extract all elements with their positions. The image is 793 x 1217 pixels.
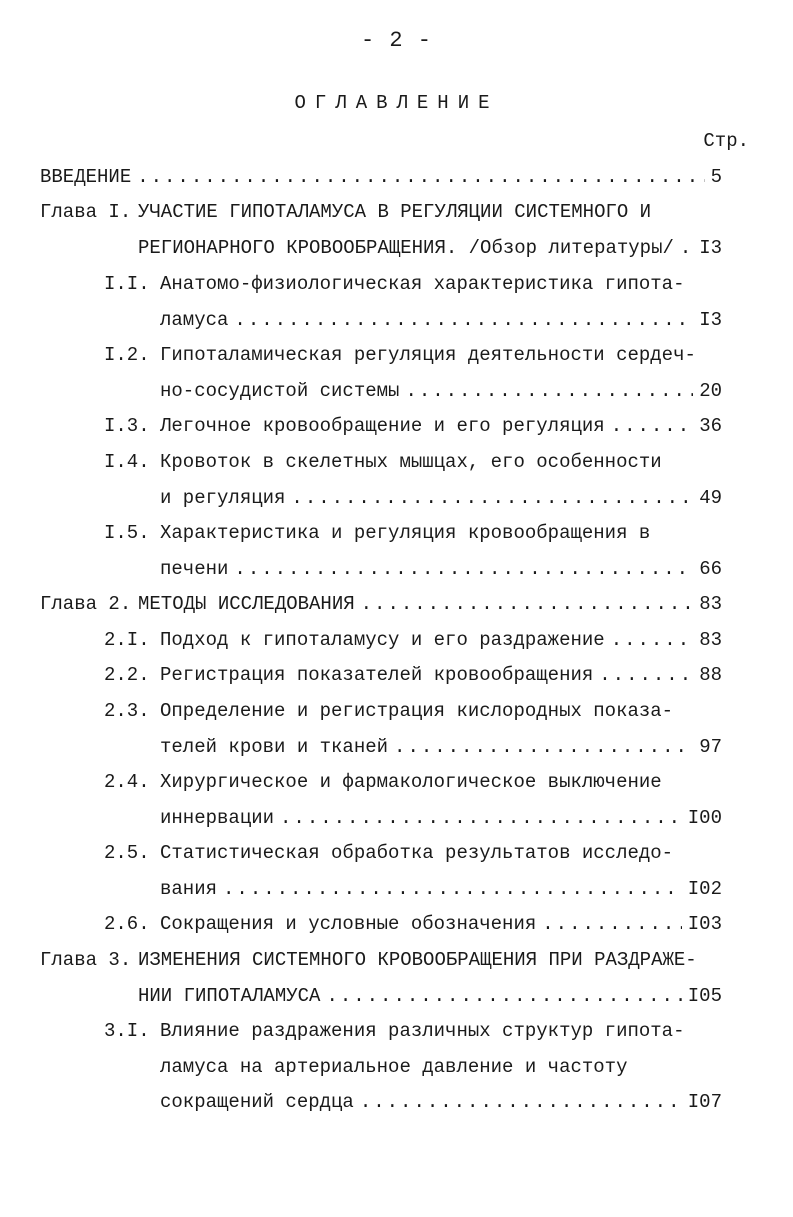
- document-title: ОГЛАВЛЕНИЕ: [294, 92, 499, 114]
- toc-entry-text: сокращений сердца: [160, 1091, 354, 1113]
- toc-entry-text: МЕТОДЫ ИССЛЕДОВАНИЯ: [138, 593, 355, 615]
- toc-entry-text: Характеристика и регуляция кровообращения в: [160, 522, 651, 544]
- toc-page-number: 83: [699, 629, 722, 651]
- toc-entry-text: Определение и регистрация кислородных показа-: [160, 700, 674, 722]
- leader-dots: [611, 629, 694, 651]
- toc-entry-number: I.2.: [104, 344, 150, 366]
- toc-entry-text: Кровоток в скелетных мышцах, его особенности: [160, 451, 662, 473]
- toc-entry-text: Подход к гипоталамусу и его раздражение: [160, 629, 605, 651]
- toc-entry-text: Влияние раздражения различных структур гипота-: [160, 1020, 685, 1042]
- toc-page-number: 5: [710, 166, 722, 188]
- leader-dots: [137, 166, 704, 188]
- toc-entry-text: Легочное кровообращение и его регуляция: [160, 415, 605, 437]
- toc-entry-text: телей крови и тканей: [160, 735, 389, 758]
- toc-entry-number: 2.5.: [104, 842, 150, 864]
- toc-entry-text: иннервации: [160, 806, 275, 829]
- toc-entry-text: Гипоталамическая регуляция деятельности сердеч-: [160, 344, 696, 366]
- toc-entry-text: ИЗМЕНЕНИЯ СИСТЕМНОГО КРОВООБРАЩЕНИЯ ПРИ РАЗДРАЖЕ-: [138, 949, 697, 971]
- toc-entry-number: 3.I.: [104, 1020, 150, 1042]
- toc-page-number: I03: [687, 913, 722, 935]
- toc-entry-number: 2.2.: [104, 664, 150, 686]
- toc-entry-number: 2.3.: [104, 700, 150, 722]
- toc-page-number: I02: [687, 877, 722, 900]
- leader-dots: [394, 736, 693, 758]
- toc-page-number: I05: [687, 984, 722, 1007]
- toc-entry-number: I.4.: [104, 451, 150, 473]
- leader-dots: [223, 878, 682, 900]
- toc-entry-text: УЧАСТИЕ ГИПОТАЛАМУСА В РЕГУЛЯЦИИ СИСТЕМНОГО И: [138, 201, 652, 223]
- toc-entry-text: Анатомо-физиологическая характеристика гипота-: [160, 273, 685, 295]
- leader-dots: [291, 487, 693, 509]
- leader-dots: [280, 807, 682, 829]
- toc-entry-text: ламуса: [160, 308, 229, 331]
- leader-dots: [234, 558, 693, 580]
- toc-page-number: 66: [699, 557, 722, 580]
- toc-entry-number: Глава 2.: [40, 593, 132, 615]
- toc-page-number: I07: [687, 1091, 722, 1113]
- toc-entry-number: I.5.: [104, 522, 150, 544]
- toc-entry-text: Статистическая обработка результатов исследо-: [160, 842, 674, 864]
- toc-entry-number: I.I.: [104, 273, 150, 295]
- toc-page-number: 36: [699, 415, 722, 437]
- page-column-label: Стр.: [703, 130, 749, 152]
- page-number: - 2 -: [360, 28, 432, 53]
- toc-entry-text: Регистрация показателей кровообращения: [160, 664, 594, 686]
- toc-entry-text: НИИ ГИПОТАЛАМУСА: [138, 984, 321, 1007]
- toc-entry-text: вания: [160, 877, 218, 900]
- toc-page-number: I3: [699, 236, 722, 259]
- leader-dots: [326, 985, 681, 1007]
- toc-page-number: 49: [699, 486, 722, 509]
- leader-dots: [405, 380, 693, 402]
- toc-entry-text: но-сосудистой системы: [160, 379, 400, 402]
- toc-entry-text: ВВЕДЕНИЕ: [40, 166, 132, 188]
- toc-page-number: 83: [699, 593, 722, 615]
- toc-entry-text: ламуса на артериальное давление и частоту: [160, 1055, 628, 1078]
- leader-dots: [611, 415, 694, 437]
- leader-dots: [680, 237, 693, 259]
- toc-page-number: I3: [699, 308, 722, 331]
- leader-dots: [361, 593, 694, 615]
- leader-dots: [599, 664, 693, 686]
- toc-entry-number: Глава 3.: [40, 949, 132, 971]
- toc-page-number: 97: [699, 735, 722, 758]
- toc-entry-text: и регуляция: [160, 486, 286, 509]
- toc-entry-text: РЕГИОНАРНОГО КРОВООБРАЩЕНИЯ. /Обзор литературы/: [138, 236, 674, 259]
- toc-entry-number: I.3.: [104, 415, 150, 437]
- leader-dots: [542, 913, 682, 935]
- toc-entry-text: Хирургическое и фармакологическое выключение: [160, 771, 662, 793]
- toc-page-number: 88: [699, 664, 722, 686]
- toc-page-number: 20: [699, 379, 722, 402]
- toc-entry-number: 2.I.: [104, 629, 150, 651]
- leader-dots: [360, 1091, 682, 1113]
- toc-entry-number: 2.4.: [104, 771, 150, 793]
- toc-entry-text: печени: [160, 557, 229, 580]
- toc-entry-number: 2.6.: [104, 913, 150, 935]
- toc-entry-number: Глава I.: [40, 201, 132, 223]
- leader-dots: [234, 309, 693, 331]
- toc-entry-text: Сокращения и условные обозначения: [160, 913, 537, 935]
- toc-page-number: I00: [687, 806, 722, 829]
